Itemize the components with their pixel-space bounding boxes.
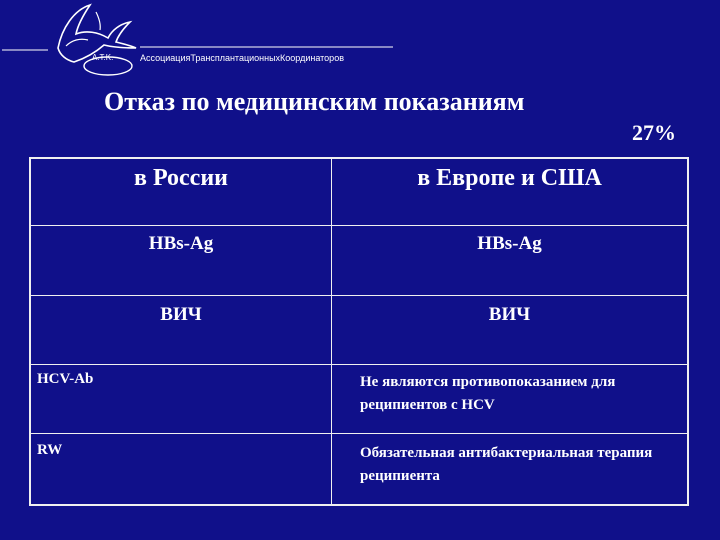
table-cell: ВИЧ xyxy=(488,304,531,325)
refusal-percentage: 27% xyxy=(632,120,676,145)
table-cell: HBs-Ag xyxy=(477,233,542,254)
row-label-hcv-ab: HCV-Ab xyxy=(37,371,94,387)
note-rw: Обязательная антибактериальная терапия реципиента xyxy=(360,445,653,484)
table-rule xyxy=(29,433,689,434)
table-border-right xyxy=(687,157,689,506)
table-border-left xyxy=(29,157,31,506)
table-rule xyxy=(29,225,689,226)
logo-abbreviation: A.T.K. xyxy=(92,53,114,62)
ask-logo xyxy=(0,0,400,80)
note-hcv: Не являются противопоказанием для реципиентов с HCV xyxy=(360,374,616,413)
table-rule xyxy=(29,364,689,365)
row-label-rw: RW xyxy=(37,442,63,458)
table-border-top xyxy=(29,157,689,159)
bird-logo-icon xyxy=(0,0,400,80)
slide-title: Отказ по медицинским показаниям xyxy=(104,87,525,116)
table-cell: HBs-Ag xyxy=(148,233,214,254)
column-header-russia: в России xyxy=(134,165,228,191)
table-border-bottom xyxy=(29,504,689,506)
criteria-table xyxy=(29,157,689,506)
table-rule xyxy=(29,295,689,296)
logo-caption: АссоциацияТрансплантационныхКоординаторов xyxy=(140,53,344,63)
column-header-europe-usa: в Европе и США xyxy=(417,165,602,191)
table-cell: ВИЧ xyxy=(160,304,202,325)
table-divider xyxy=(331,157,332,506)
